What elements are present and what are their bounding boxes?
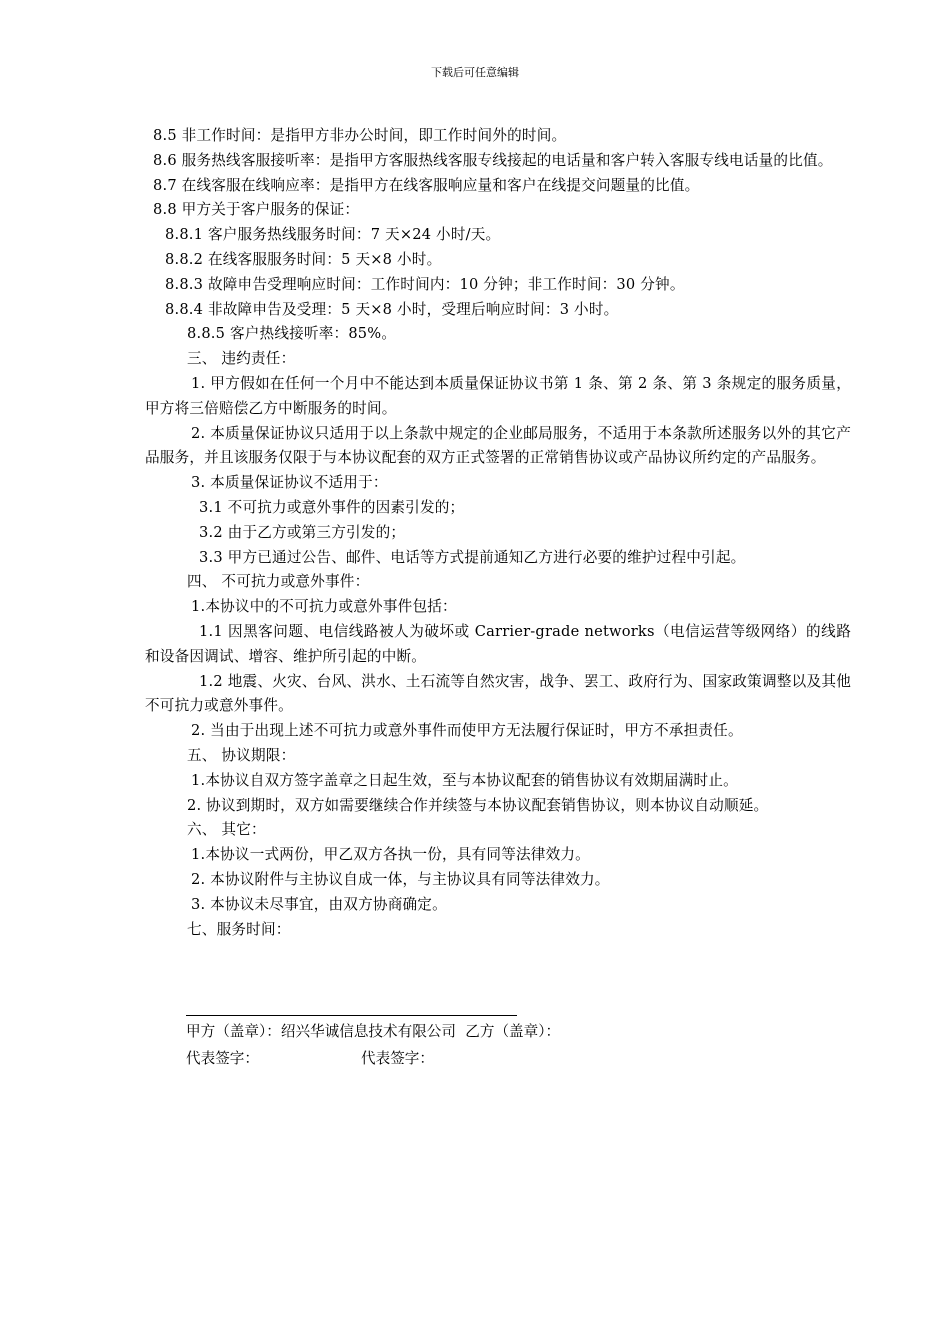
paragraph-line: 8.7 在线客服在线响应率：是指甲方在线客服响应量和客户在线提交问题量的比值。 [153,176,700,194]
paragraph-line: 七、服务时间： [187,920,291,938]
page-header: 下载后可任意编辑 [431,66,519,79]
paragraph-line: 8.8.4 非故障申告及受理：5 天×8 小时，受理后响应时间：3 小时。 [165,300,619,318]
paragraph-line: 8.5 非工作时间：是指甲方非办公时间，即工作时间外的时间。 [153,127,567,144]
paragraph-line: 1.1 因黑客问题、电信线路被人为破坏或 Carrier-grade networks（电信运营等级网络）的线路和设备因调试、增容、维护所引起的中断。 [145,622,851,665]
document-body [145,124,851,942]
paragraph-line: 8.8.5 客户热线接听率：85%。 [187,325,397,343]
paragraph-line: 8.8 甲方关于客户服务的保证： [153,201,360,219]
paragraph-line: 3. 本质量保证协议不适用于： [191,474,388,492]
paragraph-line: 3.2 由于乙方或第三方引发的； [199,523,406,541]
paragraph-line: 1.2 地震、火灾、台风、洪水、土石流等自然灾害，战争、罢工、政府行为、国家政策调整以及其他不可抗力或意外事件。 [145,672,851,715]
paragraph-line: 2. 当由于出现上述不可抗力或意外事件而使甲方无法履行保证时，甲方不承担责任。 [191,722,743,740]
paragraph-line: 1.本协议中的不可抗力或意外事件包括： [191,598,457,616]
paragraph-line: 8.8.2 在线客服服务时间：5 天×8 小时。 [165,250,442,268]
paragraph-line: 六、 其它： [187,821,266,839]
paragraph-line: 8.8.1 客户服务热线服务时间：7 天×24 小时/天。 [165,226,501,244]
paragraph-line: 2. 本协议附件与主协议自成一体，与主协议具有同等法律效力。 [191,870,610,888]
paragraph-line: 3. 本协议未尽事宜，由双方协商确定。 [191,895,447,913]
paragraph-line: 8.6 服务热线客服接听率：是指甲方客服热线客服专线接起的电话量和客户转入客服专线电话量的比值。 [153,151,833,169]
paragraph-line: 3.3 甲方已通过公告、邮件、电话等方式提前通知乙方进行必要的维护过程中引起。 [199,548,746,566]
signature-rule [186,1015,517,1016]
signature-representative-line: 代表签字： 代表签字： [186,1050,434,1067]
paragraph-line: 3.1 不可抗力或意外事件的因素引发的； [199,498,465,516]
paragraph-line: 三、 违约责任： [187,350,296,368]
paragraph-line: 1.本协议一式两份，甲乙双方各执一份，具有同等法律效力。 [191,846,590,864]
paragraph-line: 1. 甲方假如在任何一个月中不能达到本质量保证协议书第 1 条、第 2 条、第 3 条规定的服务质量，甲方将三倍赔偿乙方中断服务的时间。 [145,374,851,417]
paragraph-line: 2. 协议到期时，双方如需要继续合作并续签与本协议配套销售协议，则本协议自动顺延。 [187,796,769,814]
paragraph-line: 四、 不可抗力或意外事件： [187,573,370,591]
paragraph-line: 五、 协议期限： [187,746,296,764]
paragraph-line: 1.本协议自双方签字盖章之日起生效，至与本协议配套的销售协议有效期届满时止。 [191,771,738,789]
paragraph-line: 8.8.3 故障申告受理响应时间：工作时间内：10 分钟；非工作时间：30 分钟。 [165,275,685,293]
paragraph-line: 2. 本质量保证协议只适用于以上条款中规定的企业邮局服务，不适用于本条款所述服务以外的其它产品服务，并且该服务仅限于与本协议配套的双方正式签署的正常销售协议或产品协议所约定的产品服务。 [145,424,851,467]
signature-party-line: 甲方（盖章）：绍兴华诚信息技术有限公司 乙方（盖章）： [186,1023,561,1040]
